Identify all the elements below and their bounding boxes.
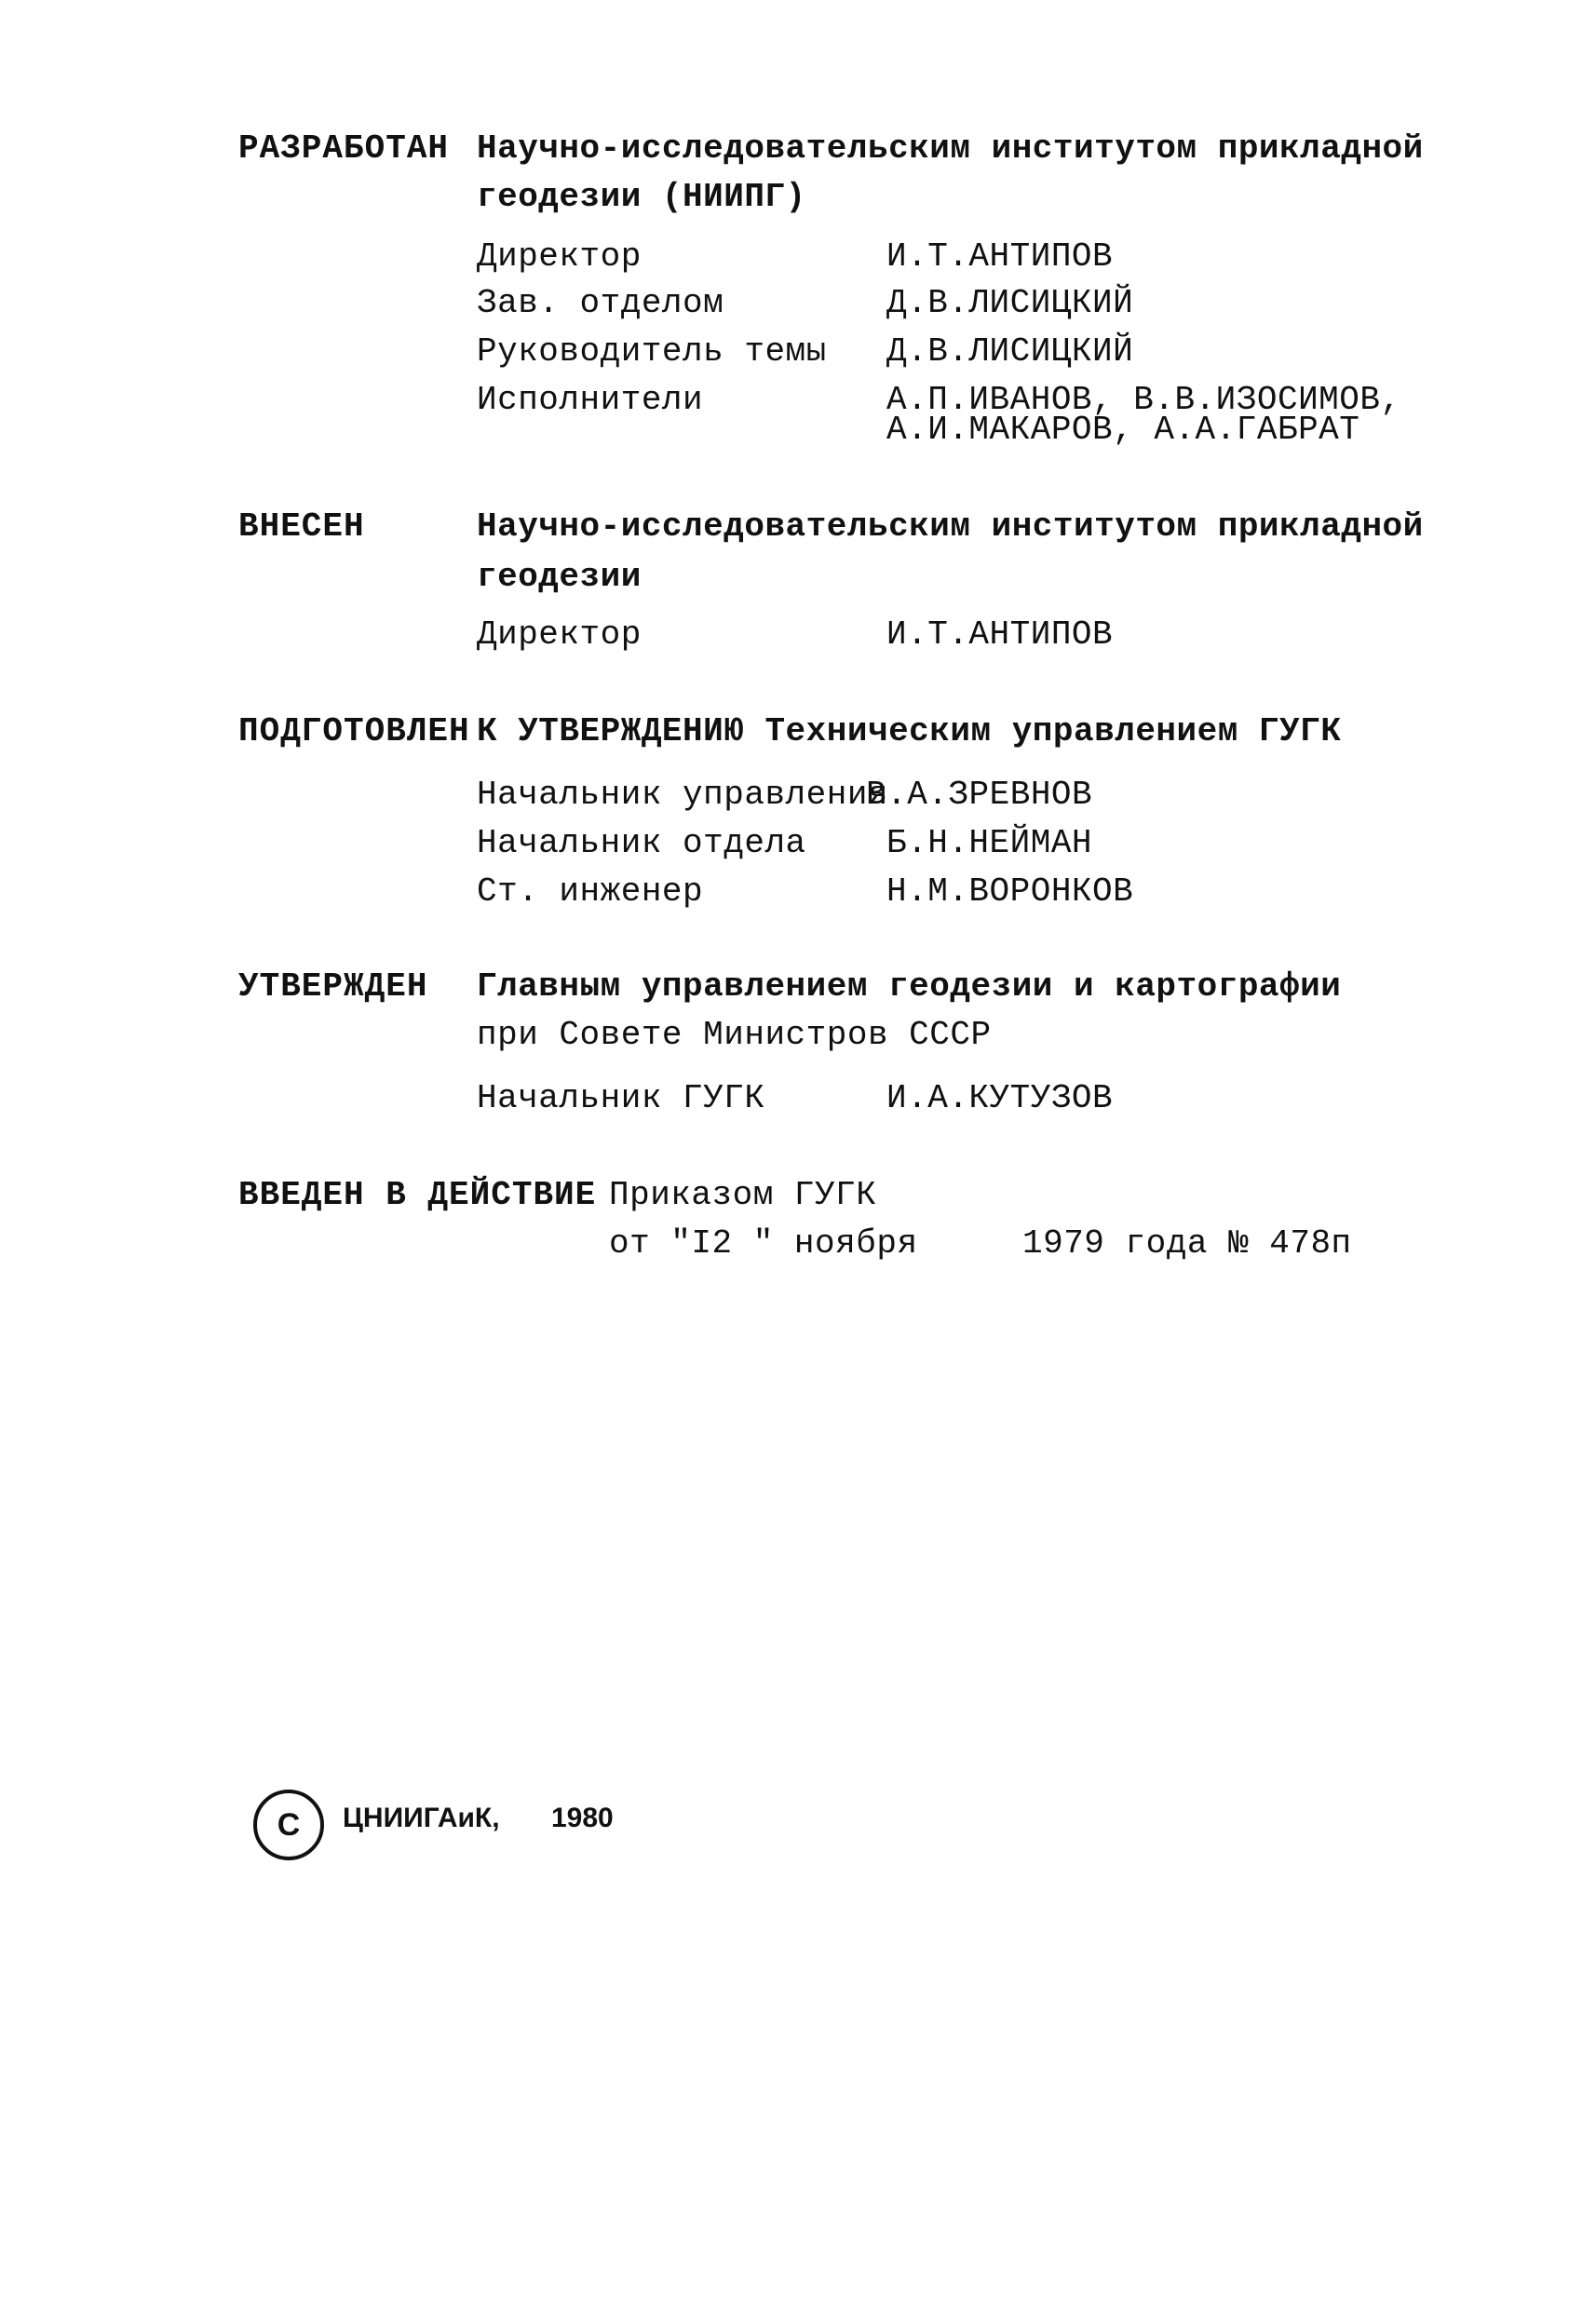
person-role: Начальник управления [477, 776, 889, 814]
person-name: И.А.КУТУЗОВ [886, 1079, 1114, 1117]
person-name: А.И.МАКАРОВ, А.А.ГАБРАТ [886, 411, 1360, 449]
order-line: Приказом ГУГК [609, 1176, 877, 1214]
organization-line: геодезии (НИИПГ) [477, 178, 806, 216]
person-name: Б.Н.НЕЙМАН [886, 824, 1093, 862]
person-name: А.П.ИВАНОВ, В.В.ИЗОСИМОВ, [886, 381, 1401, 419]
section-label: ВНЕСЕН [238, 507, 365, 546]
person-role: Начальник отдела [477, 824, 806, 862]
section-label: ПОДГОТОВЛЕН [238, 712, 470, 750]
section-label: РАЗРАБОТАН [238, 129, 450, 168]
person-role: Директор [477, 237, 642, 276]
copyright-year: 1980 [551, 1803, 614, 1833]
order-year-number: 1979 года № 478п [1022, 1224, 1352, 1263]
person-role: Начальник ГУГК [477, 1079, 765, 1117]
organization-line: геодезии [477, 558, 642, 596]
person-role: Ст. инженер [477, 872, 704, 911]
person-name: Н.М.ВОРОНКОВ [886, 872, 1134, 911]
organization-line: Научно-исследовательским институтом прикладной [477, 129, 1424, 168]
section-label: ВВЕДЕН В ДЕЙСТВИЕ [238, 1176, 597, 1214]
copyright-org: ЦНИИГАиК, [343, 1803, 500, 1833]
person-name: Д.В.ЛИСИЦКИЙ [886, 284, 1134, 322]
copyright-icon: С [253, 1790, 324, 1860]
section-text: К УТВЕРЖДЕНИЮ Техническим управлением ГУГК [477, 712, 1342, 750]
copyright [253, 1790, 663, 1864]
person-role: Руководитель темы [477, 332, 827, 371]
person-name: Д.В.ЛИСИЦКИЙ [886, 332, 1134, 371]
section-label: УТВЕРЖДЕН [238, 967, 428, 1006]
organization-line: при Совете Министров СССР [477, 1016, 992, 1054]
person-name: В.А.ЗРЕВНОВ [866, 776, 1093, 814]
organization-line: Научно-исследовательским институтом прикладной [477, 507, 1424, 546]
order-date: от "I2 " ноября [609, 1224, 918, 1263]
person-role: Зав. отделом [477, 284, 724, 322]
person-name: И.Т.АНТИПОВ [886, 615, 1114, 654]
person-role: Исполнители [477, 381, 704, 419]
person-name: И.Т.АНТИПОВ [886, 237, 1114, 276]
organization-line: Главным управлением геодезии и картографии [477, 967, 1342, 1006]
person-role: Директор [477, 615, 642, 654]
